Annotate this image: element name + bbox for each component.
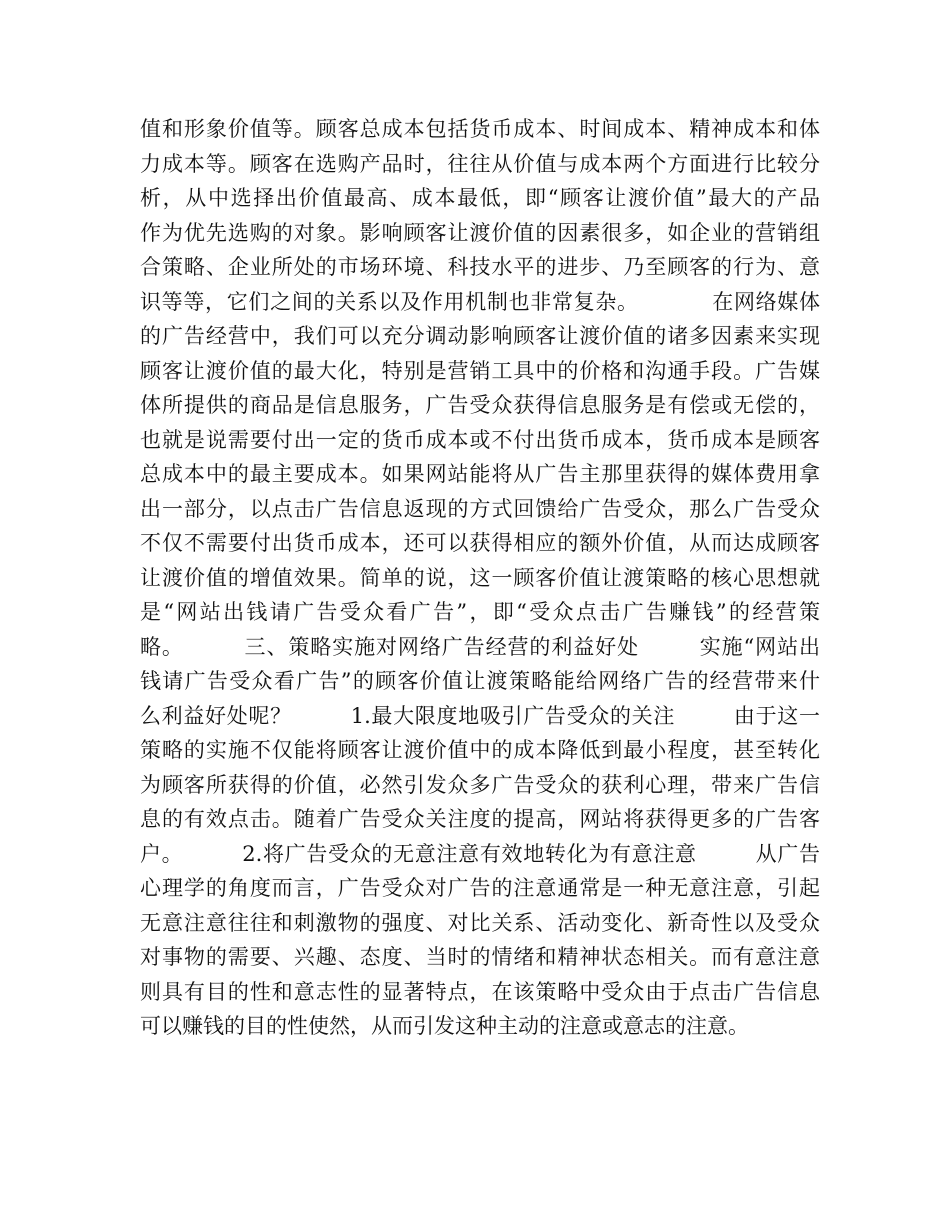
text-line: 也就是说需要付出一定的货币成本或不付出货币成本，货币成本是顾客 [140, 427, 820, 452]
text-line: 钱请广告受众看广告”的顾客价值让渡策略能给网络广告的经营带来什 [140, 669, 820, 693]
text-line: 心理学的角度而言，广告受众对广告的注意通常是一种无意注意，引起 [140, 876, 820, 900]
text-line: 为顾客所获得的价值，必然引发众多广告受众的获利心理，带来广告信 [140, 772, 820, 797]
text-line: 无意注意往往和刺激物的强度、对比关系、活动变化、新奇性以及受众 [140, 910, 820, 935]
text-line: 总成本中的最主要成本。如果网站能将从广告主那里获得的媒体费用拿 [140, 462, 820, 486]
text-line: 息的有效点击。随着广告受众关注度的提高，网站将获得更多的广告客 [140, 807, 820, 831]
text-line: 值和形象价值等。顾客总成本包括货币成本、时间成本、精神成本和体 [140, 117, 820, 141]
text-line: 是“网站出钱请广告受众看广告”，即“受众点击广告赚钱”的经营策 [140, 600, 820, 624]
text-line: 对事物的需要、兴趣、态度、当时的情绪和精神状态相关。而有意注意 [140, 945, 820, 969]
text-line: 策略的实施不仅能将顾客让渡价值中的成本降低到最小程度，甚至转化 [140, 738, 820, 762]
text-line: 体所提供的商品是信息服务，广告受众获得信息服务是有偿或无偿的， [140, 393, 820, 417]
text-line: 可以赚钱的目的性使然，从而引发这种主动的注意或意志的注意。 [140, 1014, 749, 1038]
text-line: 么利益好处呢？ 1.最大限度地吸引广告受众的关注 由于这一 [140, 703, 820, 728]
text-line: 顾客让渡价值的最大化，特别是营销工具中的价格和沟通手段。广告媒 [140, 358, 820, 383]
text-line: 力成本等。顾客在选购产品时，往往从价值与成本两个方面进行比较分 [140, 151, 820, 176]
text-line: 作为优先选购的对象。影响顾客让渡价值的因素很多，如企业的营销组 [140, 220, 820, 245]
text-line: 出一部分，以点击广告信息返现的方式回馈给广告受众，那么广告受众 [140, 496, 820, 521]
text-line: 不仅不需要付出货币成本，还可以获得相应的额外价值，从而达成顾客 [140, 531, 820, 555]
body-text [140, 112, 820, 1044]
text-line: 析，从中选择出价值最高、成本最低，即“顾客让渡价值”最大的产品 [140, 186, 820, 210]
text-line: 的广告经营中，我们可以充分调动影响顾客让渡价值的诸多因素来实现 [140, 324, 820, 348]
text-line: 识等等，它们之间的关系以及作用机制也非常复杂。 在网络媒体 [140, 289, 820, 314]
text-line: 则具有目的性和意志性的显著特点，在该策略中受众由于点击广告信息 [140, 979, 820, 1004]
text-line: 略。 三、策略实施对网络广告经营的利益好处 实施“网站出 [140, 634, 820, 659]
text-line: 合策略、企业所处的市场环境、科技水平的进步、乃至顾客的行为、意 [140, 255, 820, 279]
text-line: 让渡价值的增值效果。简单的说，这一顾客价值让渡策略的核心思想就 [140, 565, 820, 590]
text-line: 户。 2.将广告受众的无意注意有效地转化为有意注意 从广告 [140, 841, 820, 866]
